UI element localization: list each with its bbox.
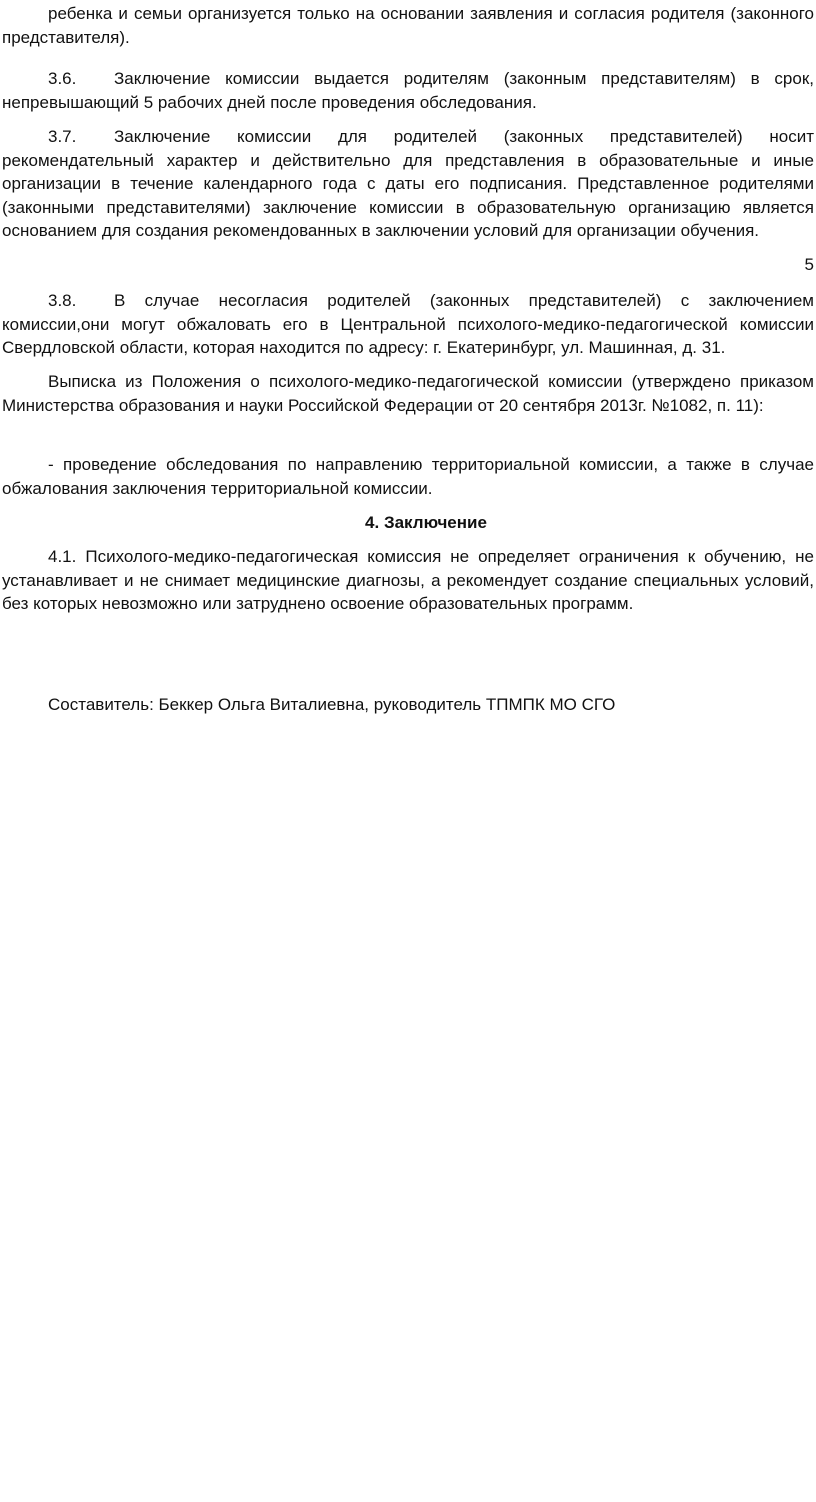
paragraph-continuation: ребенка и семьи организуется только на основании заявления и согласия родителя (законного представителя).: [2, 4, 814, 47]
paragraph-excerpt: Выписка из Положения о психолого-медико-педагогической комиссии (утверждено приказом Министерства образования и науки Российской Федерации от 20 сентября 2013г. №1082, п. 11):: [2, 372, 814, 415]
paragraph-3-6-number: 3.6.: [48, 69, 77, 88]
author-line: Составитель: Беккер Ольга Виталиевна, руководитель ТПМПК МО СГО: [48, 695, 616, 714]
paragraph-3-6: [2, 67, 814, 114]
paragraph-3-8: [2, 289, 814, 360]
paragraph-3-8-number: 3.8.: [48, 291, 77, 310]
section-4-heading: 4. Заключение: [365, 513, 487, 532]
paragraph-3-7: [2, 125, 814, 243]
paragraph-3-7-text: Заключение комиссии для родителей (законных представителей) носит рекомендательный характер и действительно для представления в образовательные и иные организации в течение календарного года с даты его подписания. Представленное родителями (законными представителями) заключение комиссии в образовательную организацию является основанием для создания рекомендованных в заключении условий для организации обучения.: [2, 127, 814, 240]
paragraph-4-1: 4.1. Психолого-медико-педагогическая комиссия не определяет ограничения к обучению, не устанавливает и не снимает медицинские диагнозы, а рекомендует создание специальных условий, без которых невозможно или затруднено освоение образовательных программ.: [2, 547, 814, 613]
paragraph-bullet: - проведение обследования по направлению территориальной комиссии, а также в случае обжалования заключения территориальной комиссии.: [2, 455, 814, 498]
paragraph-3-7-number: 3.7.: [48, 127, 77, 146]
paragraph-3-8-text: В случае несогласия родителей (законных представителей) с заключением комиссии,они могут обжаловать его в Центральной психолого-медико-педагогической комиссии Свердловской области, которая находится по адресу: г. Екатеринбург, ул. Машинная, д. 31.: [2, 291, 814, 357]
paragraph-3-6-text: Заключение комиссии выдается родителям (законным представителям) в срок, непревышающий 5 рабочих дней после проведения обследования.: [2, 69, 814, 112]
page-number: 5: [804, 255, 814, 274]
